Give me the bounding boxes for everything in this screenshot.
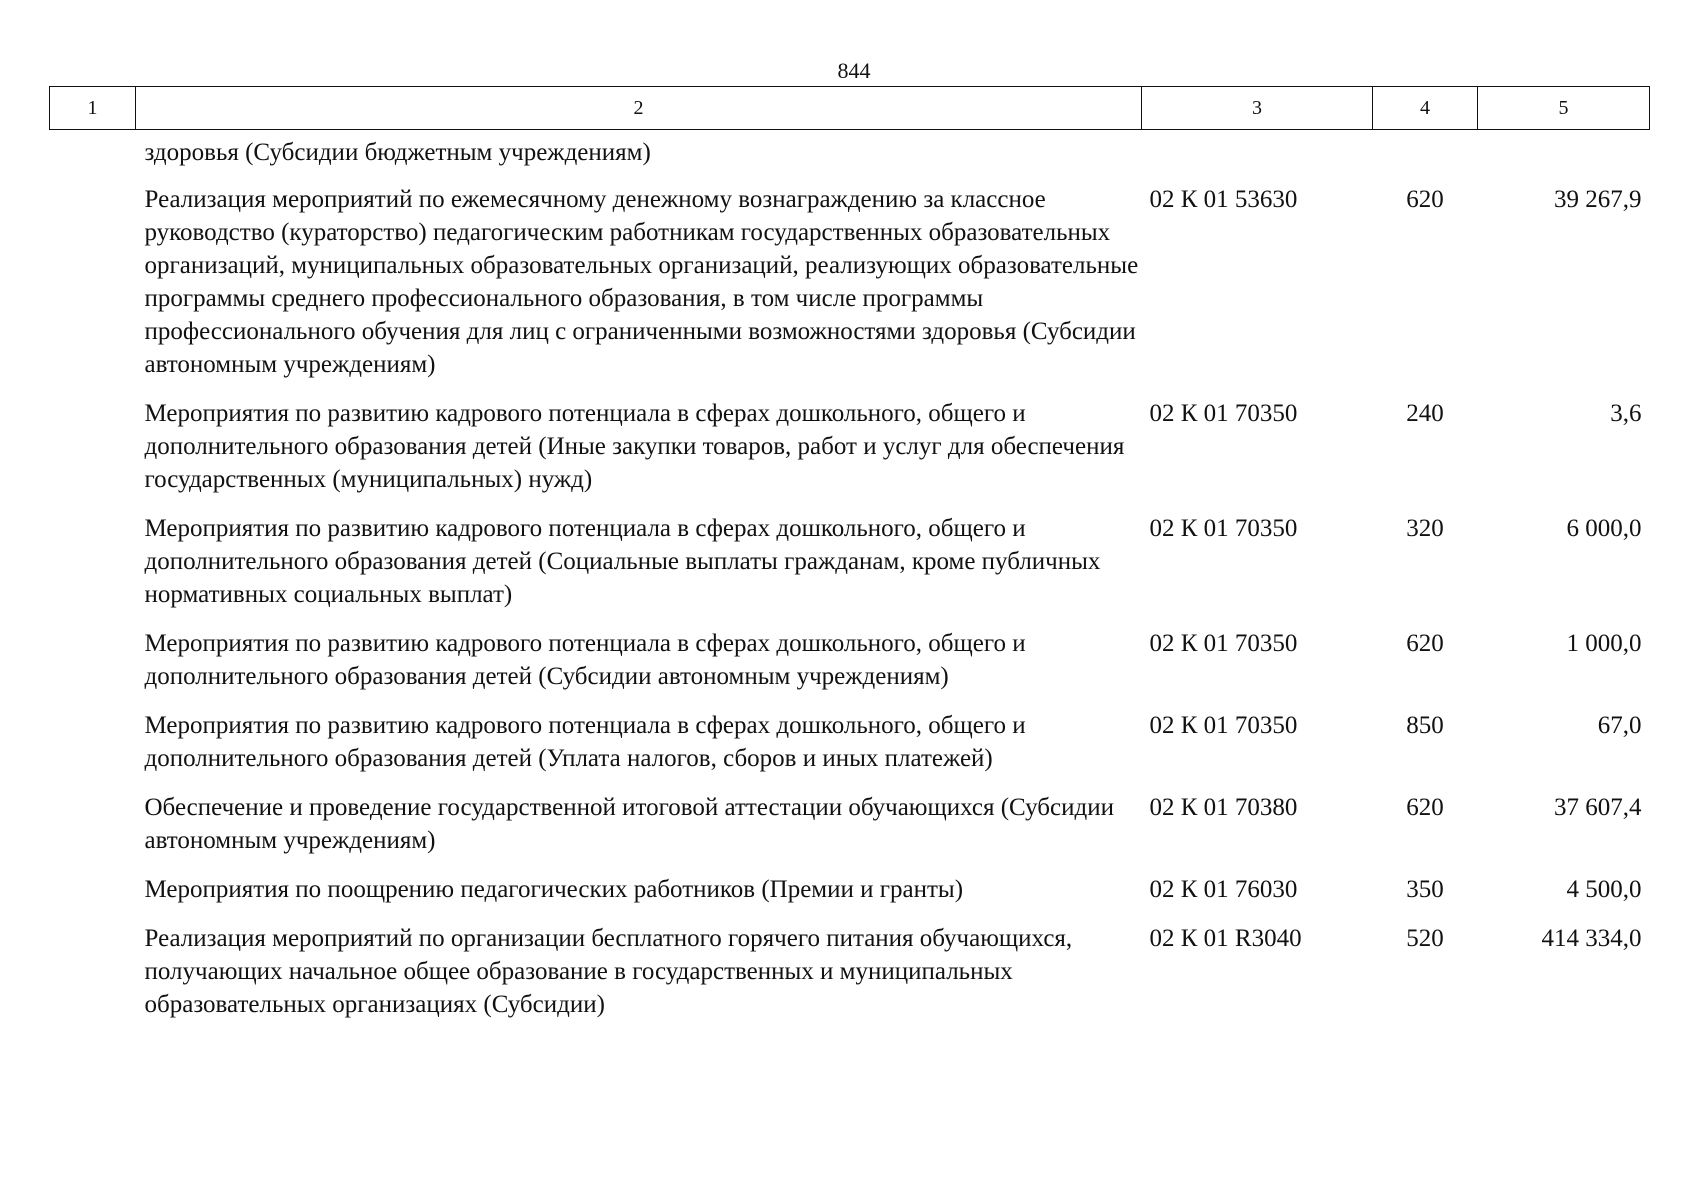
row-type: 240 — [1406, 400, 1444, 427]
row-name: Обеспечение и проведение государственной итоговой аттестации обучающихся (Субсидии автономным учреждениям) — [144, 794, 1114, 854]
row-type: 620 — [1406, 794, 1444, 821]
row-amount: 1 000,0 — [1566, 630, 1642, 657]
row-code: 02 К 01 70350 — [1149, 712, 1298, 739]
row-name: Реализация мероприятий по ежемесячному денежному вознаграждению за классное руководство (кураторство) педагогическим работникам государственных образовательных организаций, муниципальных образовательных организаций, реализующих образовательные программы среднего профессионального образования, в том числе программы профессионального обучения для лиц с ограниченными возможностями здоровья (Субсидии автономным учреждениям) — [144, 186, 1139, 378]
row-amount: 67,0 — [1597, 712, 1642, 739]
table-row — [50, 922, 1650, 1037]
continuation-text: здоровья (Субсидии бюджетным учреждениям) — [144, 139, 651, 166]
table-row — [50, 709, 1650, 791]
row-name: Мероприятия по развитию кадрового потенциала в сферах дошкольного, общего и дополнительного образования детей (Уплата налогов, сборов и иных платежей) — [144, 712, 1026, 772]
row-amount: 39 267,9 — [1554, 186, 1642, 213]
row-name: Реализация мероприятий по организации бесплатного горячего питания обучающихся, получающих начальное общее образование в государственных и муниципальных образовательных организациях (Субсидии) — [144, 925, 1073, 1018]
row-amount: 37 607,4 — [1554, 794, 1642, 821]
row-code: 02 К 01 70350 — [1149, 400, 1298, 427]
row-amount: 414 334,0 — [1541, 925, 1642, 952]
table-header — [50, 87, 1650, 130]
row-name: Мероприятия по развитию кадрового потенциала в сферах дошкольного, общего и дополнительного образования детей (Субсидии автономным учреждениям) — [144, 630, 1026, 690]
row-code: 02 К 01 70350 — [1149, 515, 1298, 542]
header-col-1: 1 — [50, 87, 136, 130]
row-type: 320 — [1406, 515, 1444, 542]
table-row — [50, 183, 1650, 397]
table-body — [50, 130, 1650, 1038]
header-col-3: 3 — [1142, 87, 1373, 130]
table-row — [50, 512, 1650, 627]
table-row — [50, 397, 1650, 512]
table-row — [50, 791, 1650, 873]
row-code: 02 К 01 70380 — [1149, 794, 1298, 821]
row-amount: 6 000,0 — [1566, 515, 1642, 542]
row-type: 620 — [1406, 630, 1444, 657]
row-code: 02 К 01 70350 — [1149, 630, 1298, 657]
budget-table — [49, 86, 1650, 1037]
row-code: 02 К 01 R3040 — [1149, 925, 1302, 952]
row-type: 850 — [1406, 712, 1444, 739]
row-type: 350 — [1406, 876, 1444, 903]
row-name: Мероприятия по развитию кадрового потенциала в сферах дошкольного, общего и дополнительного образования детей (Иные закупки товаров, работ и услуг для обеспечения государственных (муниципальных) нужд) — [144, 400, 1125, 493]
page-number: 844 — [837, 58, 871, 83]
row-code: 02 К 01 53630 — [1149, 186, 1298, 213]
row-amount: 4 500,0 — [1566, 876, 1642, 903]
header-col-5: 5 — [1478, 87, 1650, 130]
row-name: Мероприятия по поощрению педагогических работников (Премии и гранты) — [144, 876, 964, 903]
row-type: 520 — [1406, 925, 1444, 952]
row-type: 620 — [1406, 186, 1444, 213]
table-row — [50, 873, 1650, 922]
header-col-2: 2 — [136, 87, 1142, 130]
row-code: 02 К 01 76030 — [1149, 876, 1298, 903]
header-col-4: 4 — [1373, 87, 1478, 130]
table-row — [50, 627, 1650, 709]
row-name: Мероприятия по развитию кадрового потенциала в сферах дошкольного, общего и дополнительного образования детей (Социальные выплаты гражданам, кроме публичных нормативных социальных выплат) — [144, 515, 1101, 608]
header-row — [50, 87, 1650, 130]
continuation-row — [50, 130, 1650, 184]
row-amount: 3,6 — [1610, 400, 1642, 427]
